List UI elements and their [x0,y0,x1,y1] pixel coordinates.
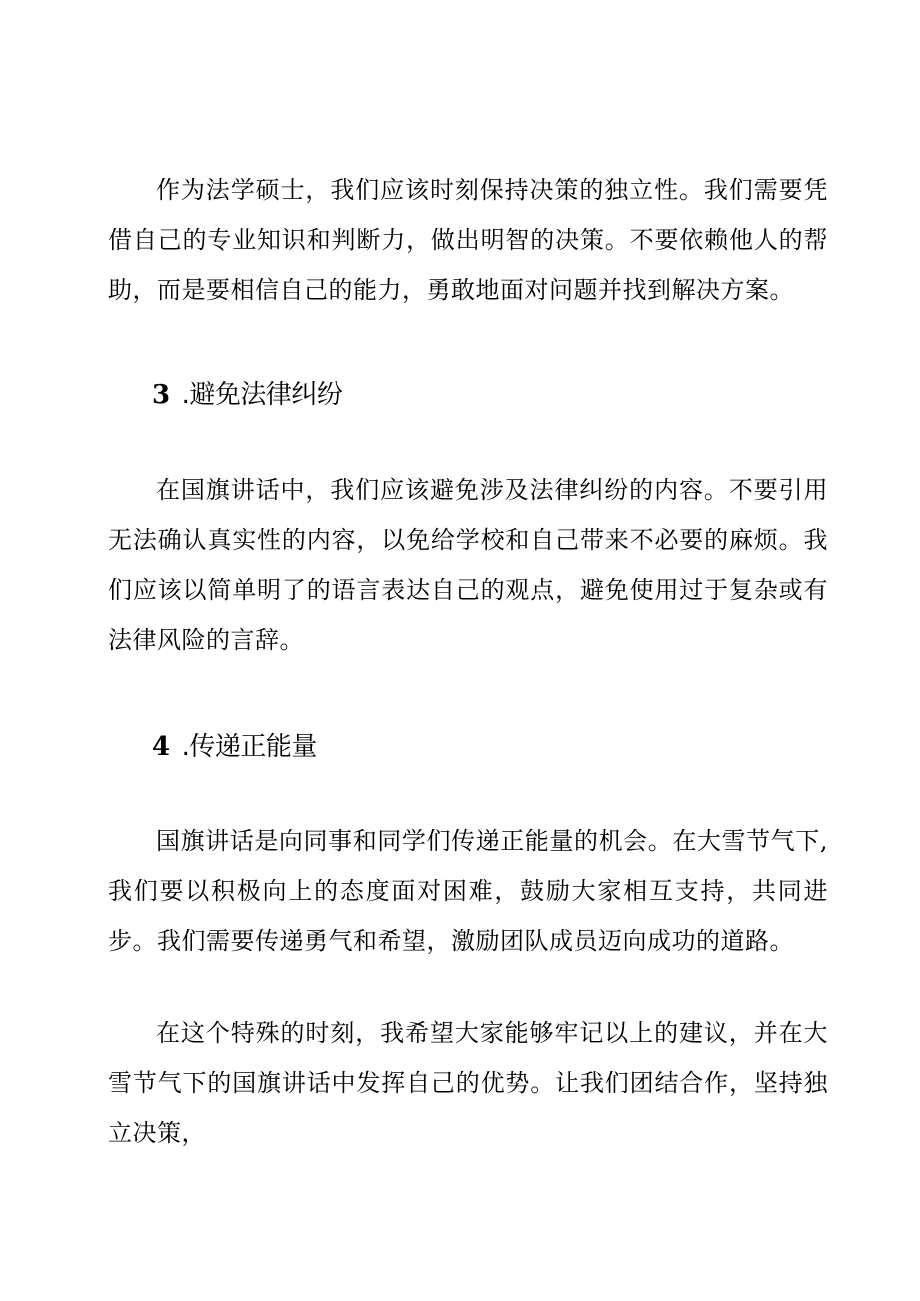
section-number: 3 [152,380,170,410]
section-heading-4 [152,727,317,767]
paragraph-avoid-legal-disputes: 在国旗讲话中，我们应该避免涉及法律纠纷的内容。不要引用无法确认真实性的内容，以免给学校和自己带来不必要的麻烦。我们应该以简单明了的语言表达自己的观点，避免使用过于复杂或有法律风险的言辞。 [108,476,828,654]
section-number: 4 [152,732,170,762]
section-title: .传递正能量 [181,732,317,762]
section-heading-3 [152,375,342,415]
paragraph-positive-energy: 国旗讲话是向同事和同学们传递正能量的机会。在大雪节气下,我们要以积极向上的态度面对困难，鼓励大家相互支持，共同进步。我们需要传递勇气和希望，激励团队成员迈向成功的道路。 [108,827,828,955]
paragraph-independent-decision: 作为法学硕士，我们应该时刻保持决策的独立性。我们需要凭借自己的专业知识和判断力，做出明智的决策。不要依赖他人的帮助，而是要相信自己的能力，勇敢地面对问题并找到解决方案。 [108,176,828,304]
section-title: .避免法律纠纷 [181,380,343,410]
paragraph-closing: 在这个特殊的时刻，我希望大家能够牢记以上的建议，并在大雪节气下的国旗讲话中发挥自己的优势。让我们团结合作，坚持独立决策， [108,1019,828,1147]
